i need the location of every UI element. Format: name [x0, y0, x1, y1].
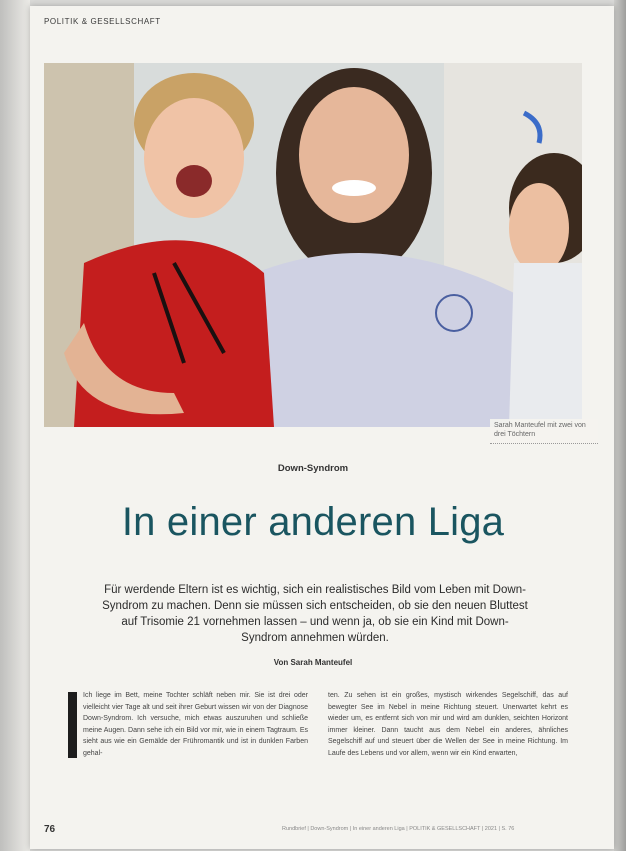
page-number: 76 [44, 824, 56, 835]
footer-source: Rundbrief | Down-Syndrom | In einer anderen Liga | POLITIK & GESELLSCHAFT | 2021 | S. 76 [282, 826, 515, 832]
column-right-text: ten. Zu sehen ist ein großes, mystisch wirkendes Segelschiff, das auf bewegter See im Nebel in meine Richtung steuert. Unerwartet kehrt es wieder um, es entfernt sich von mir und wird am dunklen, seichten Horizont immer kleiner. Dann taucht aus dem Nebel ein anderes, ähnliches Segelschiff auf und steuert über die Wellen der See in meine Richtung. Im Laufe des Lebens und vor allem, wenn wir ein Kind erwarten, [328, 692, 568, 757]
photo-illustration [44, 63, 582, 427]
article-headline: In einer anderen Liga [121, 500, 505, 544]
section-label: POLITIK & GESELLSCHAFT [44, 17, 161, 26]
page-spine-shadow [0, 0, 30, 851]
article-byline: Von Sarah Manteufel [273, 658, 353, 667]
column-left-text: Ich liege im Bett, meine Tochter schläft neben mir. Sie ist drei oder vielleicht vier Tage alt und seit ihrer Geburt wissen wir von der Diagnose Down-Syndrom. Ich versuche, mich etwas auszuruhen und schließe meine Augen. Dann sehe ich ein Bild vor mir, wie in einem Tagtraum. Es sieht aus wie ein Gemälde der Frühromantik und ist in dunklen Farben gehal- [83, 692, 308, 757]
article-kicker: Down-Syndrom [277, 463, 349, 474]
dropcap-mark [68, 692, 77, 758]
page-edge [614, 0, 626, 851]
article-lede: Für werdende Eltern ist es wichtig, sich ein realistisches Bild vom Leben mit Down-Syndrom zu machen. Denn sie müssen sich entscheiden, ob sie den neuen Bluttest auf Trisomie 21 vornehmen lassen – und wenn ja, ob sie ein Kind mit Down-Syndrom annehmen würden. [102, 584, 528, 644]
article-column-left [68, 690, 308, 790]
article-column-right [328, 690, 568, 790]
article-photo [44, 63, 582, 427]
photo-caption: Sarah Manteufel mit zwei von drei Töchtern [490, 419, 598, 444]
